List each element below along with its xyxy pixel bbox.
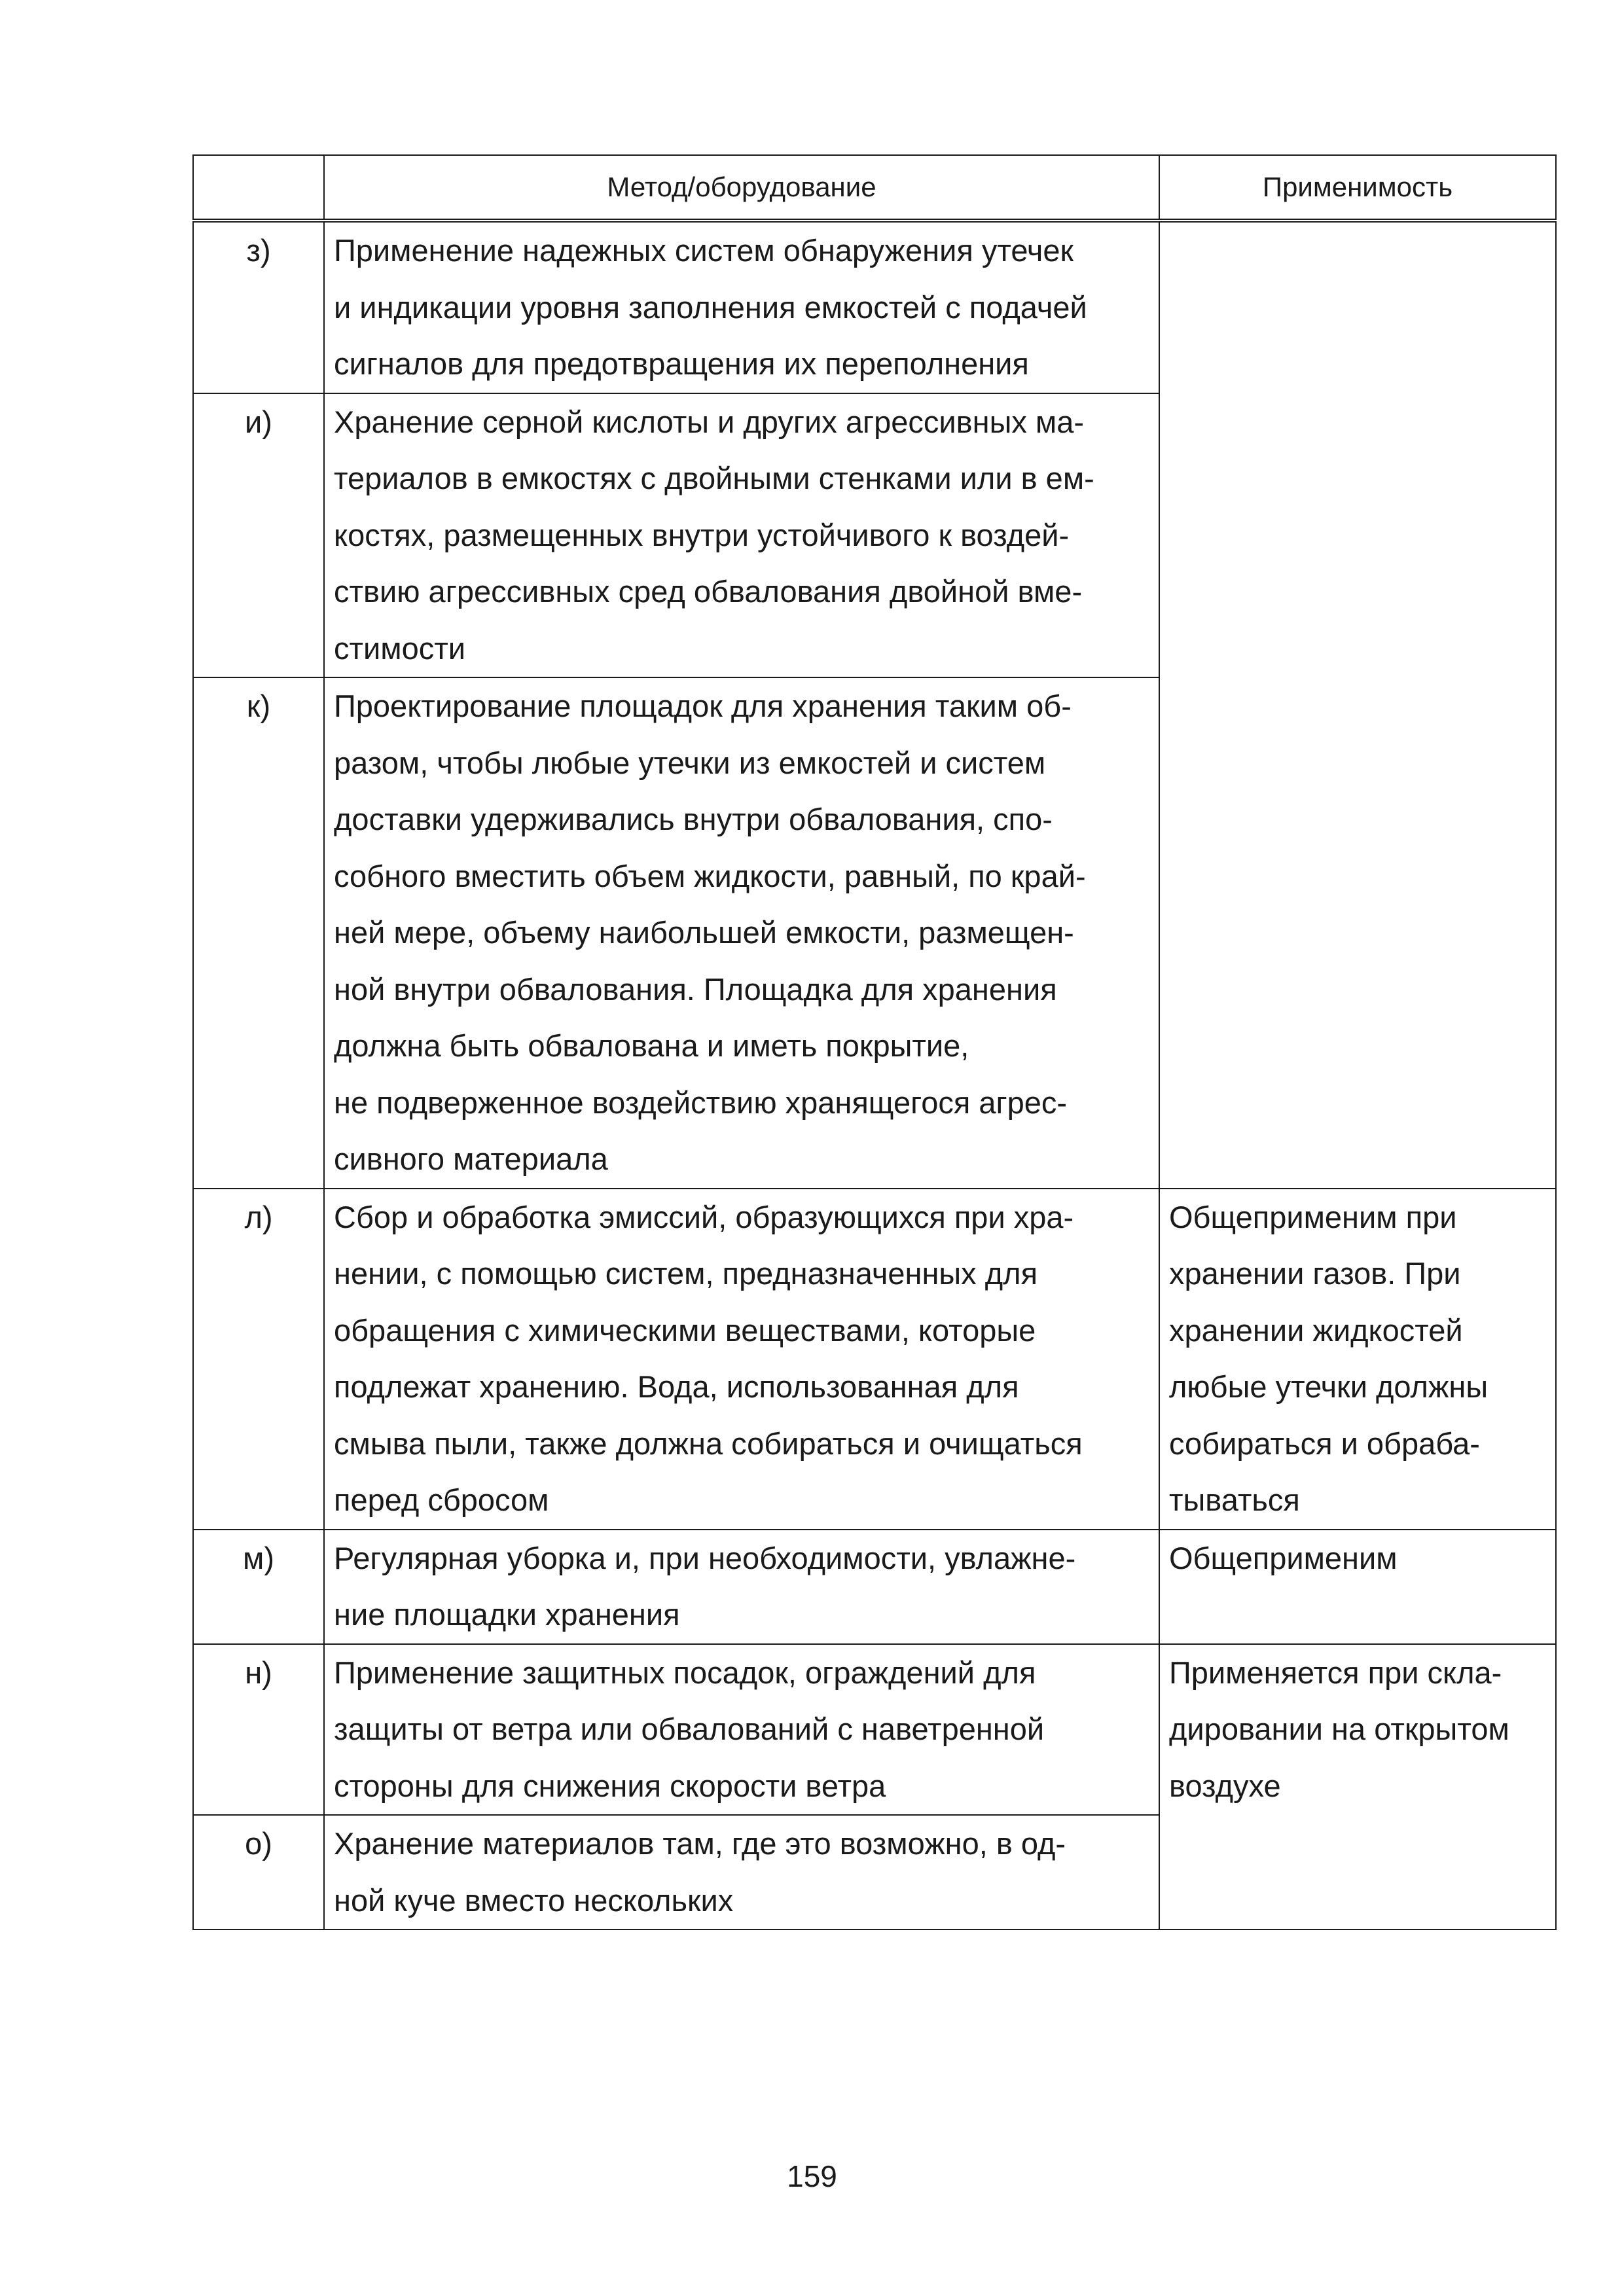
method-cell xyxy=(324,393,1159,678)
applicability-line: хранении жидкостей xyxy=(1169,1312,1463,1348)
method-cell xyxy=(324,1644,1159,1816)
table-row xyxy=(193,1644,1556,1816)
method-line: разом, чтобы любые утечки из емкостей и систем xyxy=(334,745,1046,780)
method-line: Применение защитных посадок, ограждений для xyxy=(334,1655,1036,1690)
row-letter: з) xyxy=(193,221,324,393)
method-line: ствию агрессивных сред обвалования двойной вме- xyxy=(334,574,1083,609)
method-line: сигналов для предотвращения их переполнения xyxy=(334,346,1029,381)
page-number: 159 xyxy=(787,2159,837,2193)
row-letter: и) xyxy=(193,393,324,678)
applicability-cell xyxy=(1159,1530,1556,1644)
method-line: ной внутри обвалования. Площадка для хранения xyxy=(334,971,1057,1007)
method-line: защиты от ветра или обвалований с наветренной xyxy=(334,1712,1045,1746)
method-line: костях, размещенных внутри устойчивого к воздей- xyxy=(334,517,1070,552)
applicability-line: собираться и обраба- xyxy=(1169,1426,1480,1461)
method-line: и индикации уровня заполнения емкостей с подачей xyxy=(334,289,1087,325)
table-header-row xyxy=(193,155,1556,221)
method-cell xyxy=(324,1815,1159,1929)
method-cell xyxy=(324,1189,1159,1530)
table-row xyxy=(193,1189,1556,1530)
row-letter: л) xyxy=(193,1189,324,1530)
row-letter: о) xyxy=(193,1815,324,1929)
applicability-line: тываться xyxy=(1169,1482,1300,1517)
method-line: обращения с химическими веществами, которые xyxy=(334,1312,1036,1348)
method-cell xyxy=(324,677,1159,1189)
applicability-cell-empty xyxy=(1159,221,1556,1189)
method-line: смыва пыли, также должна собираться и очищаться xyxy=(334,1426,1083,1461)
method-line: стимости xyxy=(334,630,466,666)
applicability-line: воздухе xyxy=(1169,1768,1281,1803)
header-applicability-cell: Применимость xyxy=(1159,155,1556,221)
method-line: доставки удерживались внутри обвалования, спо- xyxy=(334,802,1053,836)
table-row xyxy=(193,1530,1556,1644)
method-line: стороны для снижения скорости ветра xyxy=(334,1768,886,1803)
method-line: ной куче вместо нескольких xyxy=(334,1882,734,1918)
method-line: Хранение серной кислоты и других агрессивных ма- xyxy=(334,404,1085,439)
applicability-line: хранении газов. При xyxy=(1169,1256,1461,1291)
applicability-line: Применяется при скла- xyxy=(1169,1655,1502,1690)
method-line: собного вместить объем жидкости, равный, по край- xyxy=(334,858,1086,893)
header-letter-cell xyxy=(193,155,324,221)
method-line: не подверженное воздействию хранящегося агрес- xyxy=(334,1085,1068,1120)
applicability-line: любые утечки должны xyxy=(1169,1369,1489,1404)
method-line: териалов в емкостях с двойными стенками или в ем- xyxy=(334,461,1094,495)
method-line: Регулярная уборка и, при необходимости, увлажне- xyxy=(334,1540,1076,1575)
header-method-cell: Метод/оборудование xyxy=(324,155,1159,221)
applicability-line: Общеприменим xyxy=(1169,1540,1398,1575)
method-line: ней мере, объему наибольшей емкости, размещен- xyxy=(334,915,1074,950)
method-line: Сбор и обработка эмиссий, образующихся при хра- xyxy=(334,1199,1074,1234)
method-line: перед сбросом xyxy=(334,1482,549,1517)
method-line: должна быть обвалована и иметь покрытие, xyxy=(334,1028,969,1063)
bat-methods-table xyxy=(192,154,1557,1930)
method-cell xyxy=(324,221,1159,393)
row-letter: к) xyxy=(193,677,324,1189)
method-line: сивного материала xyxy=(334,1141,608,1176)
method-line: Хранение материалов там, где это возможно, в од- xyxy=(334,1826,1066,1861)
row-letter: м) xyxy=(193,1530,324,1644)
method-line: Проектирование площадок для хранения таким об- xyxy=(334,689,1072,723)
applicability-line: Общеприменим при xyxy=(1169,1199,1457,1234)
method-line: Применение надежных систем обнаружения утечек xyxy=(334,233,1074,268)
table-row xyxy=(193,221,1556,393)
applicability-cell xyxy=(1159,1189,1556,1530)
applicability-line: дировании на открытом xyxy=(1169,1712,1509,1746)
applicability-cell xyxy=(1159,1644,1556,1930)
method-cell xyxy=(324,1530,1159,1644)
row-letter: н) xyxy=(193,1644,324,1816)
method-line: нении, с помощью систем, предназначенных для xyxy=(334,1256,1038,1291)
method-line: ние площадки хранения xyxy=(334,1597,680,1632)
method-line: подлежат хранению. Вода, использованная для xyxy=(334,1369,1019,1404)
